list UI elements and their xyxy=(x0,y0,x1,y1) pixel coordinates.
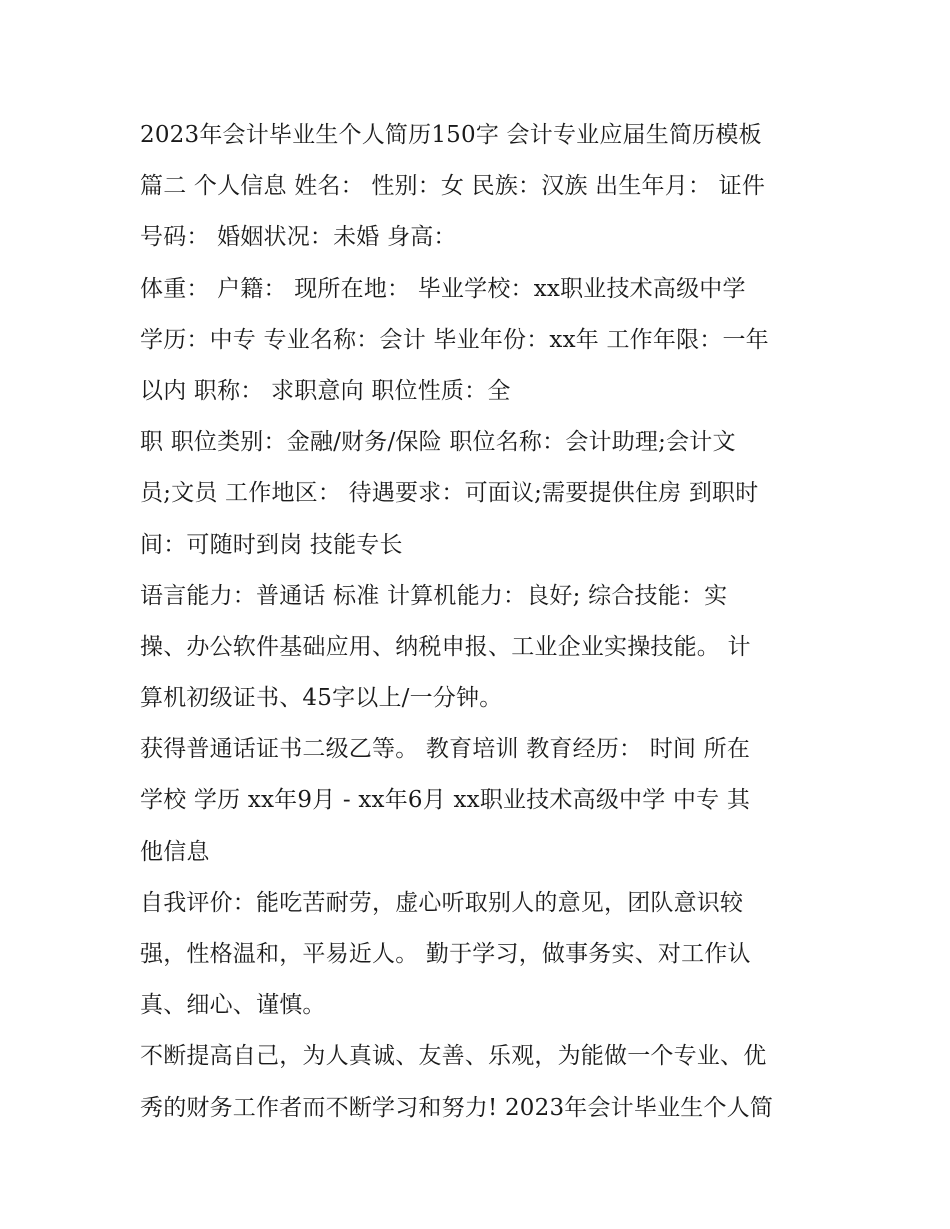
text-line-20: 秀的财务工作者而不断学习和努力! 2023年会计毕业生个人简 xyxy=(140,1094,774,1121)
text-line-14: 学校 学历 xx年9月 - xx年6月 xx职业技术高级中学 中专 其 xyxy=(140,787,751,814)
text-line-17: 强，性格温和，平易近人。 勤于学习，做事务实、对工作认 xyxy=(140,941,751,967)
text-line-8: 员;文员 工作地区： 待遇要求：可面议;需要提供住房 到职时 xyxy=(140,480,759,507)
text-line-9: 间：可随时到岗 技能专长 xyxy=(140,531,403,558)
text-line-6: 以内 职称： 求职意向 职位性质：全 xyxy=(140,377,511,404)
text-line-3: 号码： 婚姻状况：未婚 身高： xyxy=(140,224,457,251)
text-line-15: 他信息 xyxy=(140,838,210,865)
text-line-19: 不断提高自己，为人真诚、友善、乐观，为能做一个专业、优 xyxy=(140,1043,767,1070)
text-line-16: 自我评价：能吃苦耐劳，虚心听取别人的意见，团队意识较 xyxy=(140,889,744,916)
text-line-7: 职 职位类别：金融/财务/保险 职位名称：会计助理;会计文 xyxy=(140,429,736,456)
text-line-12: 算机初级证书、45字以上/一分钟。 xyxy=(140,685,503,712)
text-line-18: 真、细心、谨慎。 xyxy=(140,992,326,1019)
text-line-1: 2023年会计毕业生个人简历150字 会计专业应届生简历模板 xyxy=(140,122,762,148)
text-line-2: 篇二 个人信息 姓名： 性别：女 民族：汉族 出生年月： 证件 xyxy=(140,173,766,200)
text-line-4: 体重： 户籍： 现所在地： 毕业学校：xx职业技术高级中学 xyxy=(140,275,746,302)
text-line-11: 操、办公软件基础应用、纳税申报、工业企业实操技能。 计 xyxy=(140,633,751,660)
text-line-10: 语言能力：普通话 标准 计算机能力：良好; 综合技能：实 xyxy=(140,582,728,609)
document-body xyxy=(140,110,830,1134)
text-line-13: 获得普通话证书二级乙等。 教育培训 教育经历： 时间 所在 xyxy=(140,736,751,763)
text-line-5: 学历：中专 专业名称：会计 毕业年份：xx年 工作年限：一年 xyxy=(140,326,769,353)
